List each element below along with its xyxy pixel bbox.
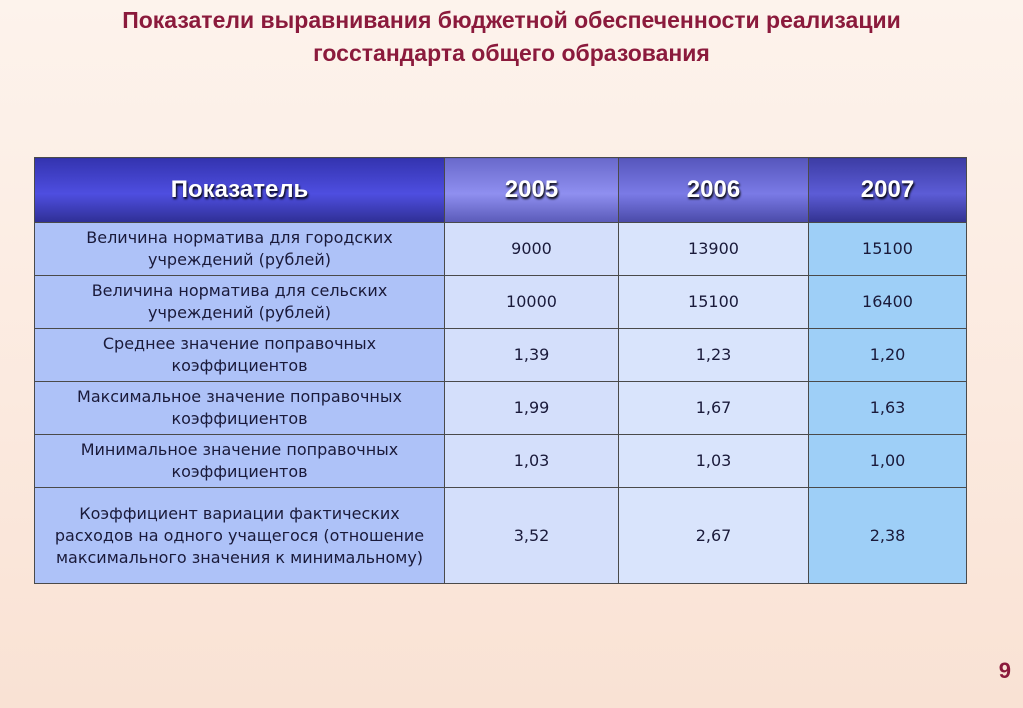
header-indicator: Показатель (35, 158, 445, 223)
table-row (35, 223, 967, 276)
cell-2007: 1,20 (809, 329, 967, 382)
page-number: 9 (998, 658, 1011, 683)
cell-2005: 3,52 (445, 488, 619, 584)
table-row (35, 488, 967, 584)
cell-2006: 13900 (619, 223, 809, 276)
cell-2006: 15100 (619, 276, 809, 329)
cell-2005: 10000 (445, 276, 619, 329)
cell-2005: 1,99 (445, 382, 619, 435)
cell-2007: 1,00 (809, 435, 967, 488)
cell-2006: 2,67 (619, 488, 809, 584)
row-label: Величина норматива для сельских учреждений (рублей) (35, 276, 445, 329)
slide-title-line-2: госстандарта общего образования (313, 40, 710, 66)
header-year-2005: 2005 (445, 158, 619, 223)
row-label: Максимальное значение поправочных коэффициентов (35, 382, 445, 435)
cell-2007: 1,63 (809, 382, 967, 435)
cell-2005: 9000 (445, 223, 619, 276)
cell-2006: 1,03 (619, 435, 809, 488)
row-label: Величина норматива для городских учреждений (рублей) (35, 223, 445, 276)
cell-2007: 15100 (809, 223, 967, 276)
cell-2006: 1,23 (619, 329, 809, 382)
header-year-2007: 2007 (809, 158, 967, 223)
cell-2006: 1,67 (619, 382, 809, 435)
table-row (35, 329, 967, 382)
cell-2007: 2,38 (809, 488, 967, 584)
slide-title-line-1: Показатели выравнивания бюджетной обеспеченности реализации (122, 7, 901, 33)
cell-2007: 16400 (809, 276, 967, 329)
indicators-table (34, 157, 967, 584)
header-year-2006: 2006 (619, 158, 809, 223)
row-label: Среднее значение поправочных коэффициентов (35, 329, 445, 382)
table-header-row (35, 158, 967, 223)
table-row (35, 276, 967, 329)
cell-2005: 1,39 (445, 329, 619, 382)
slide-title (20, 4, 1003, 70)
table-row (35, 435, 967, 488)
cell-2005: 1,03 (445, 435, 619, 488)
row-label: Коэффициент вариации фактических расходов на одного учащегося (отношение максимального значения к минимальному) (35, 488, 445, 584)
table-row (35, 382, 967, 435)
row-label: Минимальное значение поправочных коэффициентов (35, 435, 445, 488)
